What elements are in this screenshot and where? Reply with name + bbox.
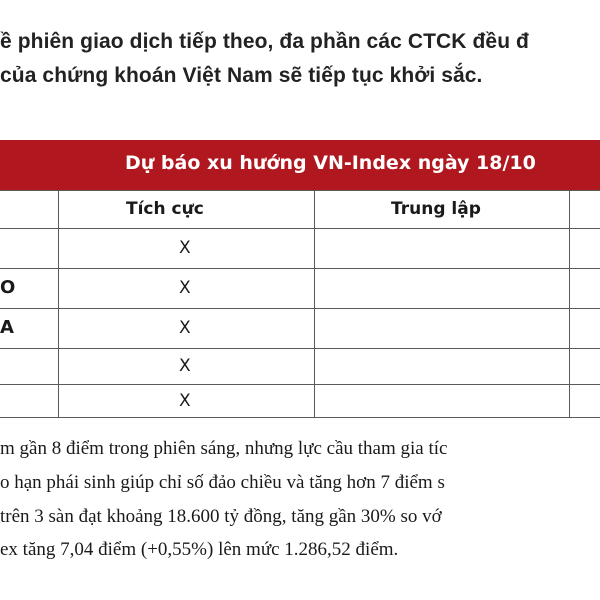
body-text-line-4: ex tăng 7,04 điểm (+0,55%) lên mức 1.286,52 điểm. <box>0 539 399 560</box>
grid-line <box>0 348 600 349</box>
grid-line <box>0 417 600 418</box>
grid-line <box>0 228 600 229</box>
body-text-line-3: trên 3 sàn đạt khoảng 18.600 tỷ đồng, tăng gần 30% so vớ <box>0 506 442 527</box>
table-title: Dự báo xu hướng VN-Index ngày 18/10 <box>125 152 536 174</box>
column-header-neutral: Trung lập <box>391 199 481 219</box>
grid-line <box>0 268 600 269</box>
intro-text-line-1: ề phiên giao dịch tiếp theo, đa phần các CTCK đều đ <box>0 30 529 53</box>
row-label: A <box>0 317 14 338</box>
grid-line <box>314 190 315 417</box>
positive-mark: X <box>179 238 191 258</box>
positive-mark: X <box>179 318 191 338</box>
body-text-line-2: o hạn phái sinh giúp chỉ số đảo chiều và tăng hơn 7 điểm s <box>0 472 445 493</box>
body-text-line-1: m gần 8 điểm trong phiên sáng, nhưng lực cầu tham gia tíc <box>0 438 448 459</box>
column-header-positive: Tích cực <box>126 199 204 219</box>
grid-line <box>0 308 600 309</box>
grid-line <box>58 190 59 417</box>
positive-mark: X <box>179 391 191 411</box>
grid-line <box>0 190 600 191</box>
positive-mark: X <box>179 278 191 298</box>
intro-text-line-2: của chứng khoán Việt Nam sẽ tiếp tục khởi sắc. <box>0 64 483 87</box>
row-label: O <box>0 277 16 298</box>
grid-line <box>0 384 600 385</box>
forecast-table <box>0 140 600 420</box>
positive-mark: X <box>179 356 191 376</box>
grid-line <box>569 190 570 417</box>
